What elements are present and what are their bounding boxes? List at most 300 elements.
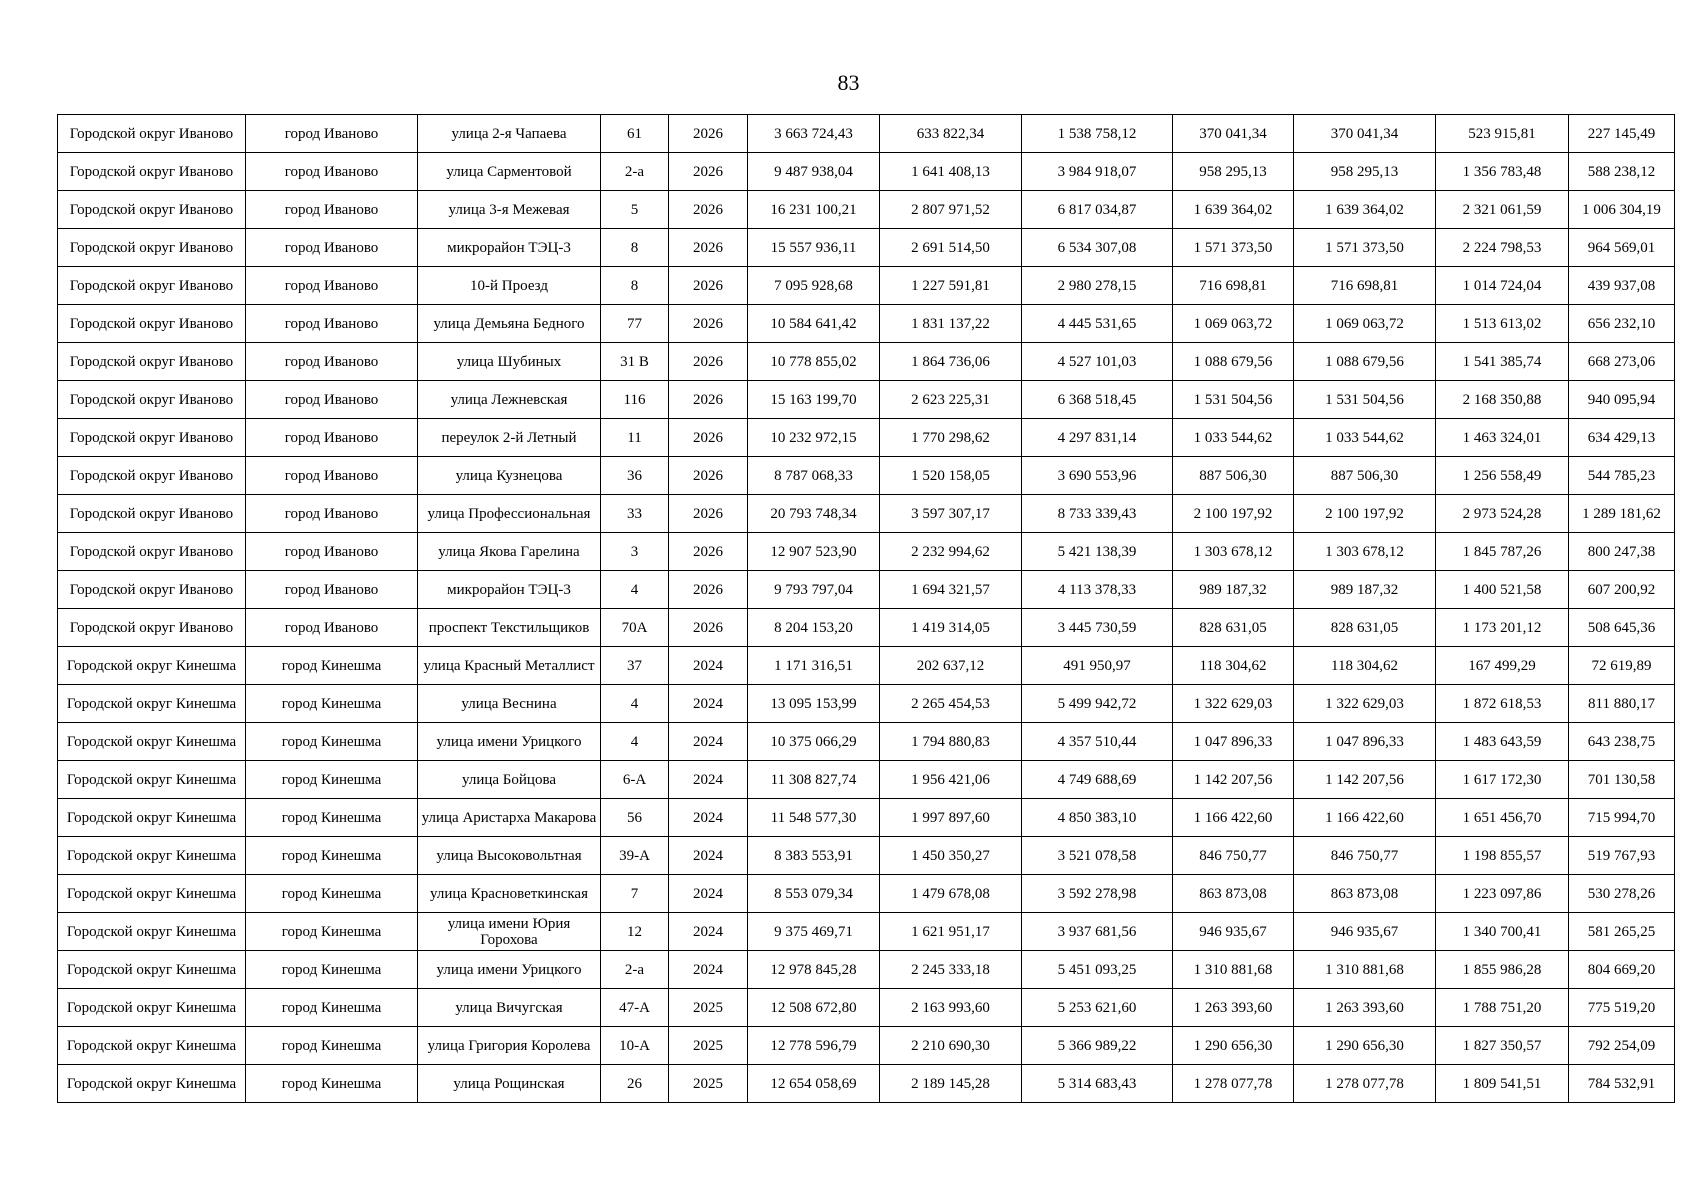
cost-col-8-cell: 6 368 518,45 — [1022, 381, 1173, 419]
cost-col-12-cell: 581 265,25 — [1569, 913, 1675, 951]
cost-col-7-cell: 2 265 454,53 — [880, 685, 1022, 723]
street-cell: улица Аристарха Макарова — [418, 799, 601, 837]
locality-cell: город Иваново — [246, 115, 418, 153]
cost-col-9-cell: 1 639 364,02 — [1173, 191, 1294, 229]
municipality-cell: Городской округ Иваново — [58, 115, 246, 153]
total-cost-cell: 11 548 577,30 — [748, 799, 880, 837]
municipality-cell: Городской округ Кинешма — [58, 723, 246, 761]
table-row — [58, 457, 1675, 495]
municipality-cell: Городской округ Кинешма — [58, 913, 246, 951]
total-cost-cell: 9 793 797,04 — [748, 571, 880, 609]
house-number-cell: 33 — [601, 495, 669, 533]
cost-col-8-cell: 3 521 078,58 — [1022, 837, 1173, 875]
street-cell: улица 3-я Межевая — [418, 191, 601, 229]
cost-col-7-cell: 1 641 408,13 — [880, 153, 1022, 191]
cost-col-11-cell: 1 651 456,70 — [1436, 799, 1569, 837]
locality-cell: город Кинешма — [246, 837, 418, 875]
cost-col-7-cell: 1 520 158,05 — [880, 457, 1022, 495]
cost-col-12-cell: 607 200,92 — [1569, 571, 1675, 609]
municipality-cell: Городской округ Иваново — [58, 571, 246, 609]
cost-col-8-cell: 4 527 101,03 — [1022, 343, 1173, 381]
street-cell: улица Шубиных — [418, 343, 601, 381]
cost-col-9-cell: 1 322 629,03 — [1173, 685, 1294, 723]
table-row — [58, 229, 1675, 267]
cost-col-11-cell: 1 513 613,02 — [1436, 305, 1569, 343]
cost-col-11-cell: 1 483 643,59 — [1436, 723, 1569, 761]
cost-col-12-cell: 784 532,91 — [1569, 1065, 1675, 1103]
cost-col-12-cell: 439 937,08 — [1569, 267, 1675, 305]
cost-col-9-cell: 1 310 881,68 — [1173, 951, 1294, 989]
street-cell: проспект Текстильщиков — [418, 609, 601, 647]
street-cell: переулок 2-й Летный — [418, 419, 601, 457]
total-cost-cell: 8 204 153,20 — [748, 609, 880, 647]
cost-col-7-cell: 1 621 951,17 — [880, 913, 1022, 951]
cost-col-11-cell: 1 223 097,86 — [1436, 875, 1569, 913]
cost-col-7-cell: 1 419 314,05 — [880, 609, 1022, 647]
year-cell: 2024 — [669, 723, 748, 761]
cost-col-9-cell: 1 303 678,12 — [1173, 533, 1294, 571]
cost-col-9-cell: 828 631,05 — [1173, 609, 1294, 647]
house-number-cell: 4 — [601, 723, 669, 761]
table-row — [58, 533, 1675, 571]
house-number-cell: 47-А — [601, 989, 669, 1027]
cost-col-11-cell: 1 827 350,57 — [1436, 1027, 1569, 1065]
municipality-cell: Городской округ Кинешма — [58, 951, 246, 989]
locality-cell: город Кинешма — [246, 951, 418, 989]
cost-col-11-cell: 167 499,29 — [1436, 647, 1569, 685]
table-row — [58, 381, 1675, 419]
table-row — [58, 761, 1675, 799]
house-number-cell: 39-А — [601, 837, 669, 875]
table-row — [58, 609, 1675, 647]
locality-cell: город Иваново — [246, 305, 418, 343]
year-cell: 2024 — [669, 875, 748, 913]
total-cost-cell: 12 654 058,69 — [748, 1065, 880, 1103]
cost-col-10-cell: 1 531 504,56 — [1294, 381, 1436, 419]
table-row — [58, 685, 1675, 723]
cost-col-7-cell: 2 210 690,30 — [880, 1027, 1022, 1065]
cost-col-12-cell: 775 519,20 — [1569, 989, 1675, 1027]
year-cell: 2024 — [669, 761, 748, 799]
street-cell: микрорайон ТЭЦ-3 — [418, 229, 601, 267]
year-cell: 2024 — [669, 951, 748, 989]
cost-col-12-cell: 656 232,10 — [1569, 305, 1675, 343]
total-cost-cell: 20 793 748,34 — [748, 495, 880, 533]
total-cost-cell: 9 375 469,71 — [748, 913, 880, 951]
table-row — [58, 571, 1675, 609]
street-cell: улица Красный Металлист — [418, 647, 601, 685]
locality-cell: город Кинешма — [246, 989, 418, 1027]
total-cost-cell: 13 095 153,99 — [748, 685, 880, 723]
cost-col-10-cell: 1 263 393,60 — [1294, 989, 1436, 1027]
cost-col-7-cell: 1 770 298,62 — [880, 419, 1022, 457]
municipality-cell: Городской округ Кинешма — [58, 989, 246, 1027]
cost-col-9-cell: 958 295,13 — [1173, 153, 1294, 191]
cost-col-10-cell: 2 100 197,92 — [1294, 495, 1436, 533]
cost-col-11-cell: 1 463 324,01 — [1436, 419, 1569, 457]
locality-cell: город Кинешма — [246, 723, 418, 761]
cost-col-8-cell: 5 366 989,22 — [1022, 1027, 1173, 1065]
cost-col-12-cell: 508 645,36 — [1569, 609, 1675, 647]
cost-col-9-cell: 1 531 504,56 — [1173, 381, 1294, 419]
cost-col-10-cell: 887 506,30 — [1294, 457, 1436, 495]
total-cost-cell: 7 095 928,68 — [748, 267, 880, 305]
cost-col-9-cell: 1 290 656,30 — [1173, 1027, 1294, 1065]
street-cell: улица имени Урицкого — [418, 723, 601, 761]
cost-col-8-cell: 4 445 531,65 — [1022, 305, 1173, 343]
table-row — [58, 191, 1675, 229]
house-number-cell: 4 — [601, 571, 669, 609]
cost-col-10-cell: 1 310 881,68 — [1294, 951, 1436, 989]
cost-col-7-cell: 1 794 880,83 — [880, 723, 1022, 761]
cost-col-10-cell: 1 142 207,56 — [1294, 761, 1436, 799]
municipality-cell: Городской округ Кинешма — [58, 799, 246, 837]
cost-col-8-cell: 8 733 339,43 — [1022, 495, 1173, 533]
locality-cell: город Иваново — [246, 229, 418, 267]
municipality-cell: Городской округ Иваново — [58, 381, 246, 419]
total-cost-cell: 15 557 936,11 — [748, 229, 880, 267]
cost-col-7-cell: 1 997 897,60 — [880, 799, 1022, 837]
cost-col-8-cell: 3 592 278,98 — [1022, 875, 1173, 913]
year-cell: 2026 — [669, 419, 748, 457]
locality-cell: город Иваново — [246, 571, 418, 609]
municipality-cell: Городской округ Иваново — [58, 191, 246, 229]
cost-col-11-cell: 1 855 986,28 — [1436, 951, 1569, 989]
municipality-cell: Городской округ Кинешма — [58, 1027, 246, 1065]
house-number-cell: 2-а — [601, 153, 669, 191]
house-number-cell: 36 — [601, 457, 669, 495]
cost-col-8-cell: 4 297 831,14 — [1022, 419, 1173, 457]
cost-col-12-cell: 964 569,01 — [1569, 229, 1675, 267]
locality-cell: город Иваново — [246, 267, 418, 305]
cost-col-9-cell: 1 571 373,50 — [1173, 229, 1294, 267]
cost-col-8-cell: 4 749 688,69 — [1022, 761, 1173, 799]
cost-col-7-cell: 1 864 736,06 — [880, 343, 1022, 381]
total-cost-cell: 15 163 199,70 — [748, 381, 880, 419]
locality-cell: город Иваново — [246, 381, 418, 419]
cost-col-12-cell: 715 994,70 — [1569, 799, 1675, 837]
cost-col-10-cell: 946 935,67 — [1294, 913, 1436, 951]
table-row — [58, 419, 1675, 457]
locality-cell: город Иваново — [246, 609, 418, 647]
cost-col-7-cell: 1 956 421,06 — [880, 761, 1022, 799]
cost-col-9-cell: 1 142 207,56 — [1173, 761, 1294, 799]
house-number-cell: 8 — [601, 229, 669, 267]
cost-col-12-cell: 940 095,94 — [1569, 381, 1675, 419]
cost-col-10-cell: 716 698,81 — [1294, 267, 1436, 305]
year-cell: 2026 — [669, 571, 748, 609]
cost-col-10-cell: 370 041,34 — [1294, 115, 1436, 153]
municipality-cell: Городской округ Кинешма — [58, 761, 246, 799]
year-cell: 2026 — [669, 381, 748, 419]
cost-col-10-cell: 118 304,62 — [1294, 647, 1436, 685]
municipality-cell: Городской округ Иваново — [58, 419, 246, 457]
locality-cell: город Кинешма — [246, 1065, 418, 1103]
total-cost-cell: 8 553 079,34 — [748, 875, 880, 913]
cost-col-9-cell: 946 935,67 — [1173, 913, 1294, 951]
cost-col-9-cell: 1 033 544,62 — [1173, 419, 1294, 457]
cost-col-12-cell: 643 238,75 — [1569, 723, 1675, 761]
house-number-cell: 5 — [601, 191, 669, 229]
cost-col-9-cell: 2 100 197,92 — [1173, 495, 1294, 533]
cost-col-8-cell: 491 950,97 — [1022, 647, 1173, 685]
cost-col-8-cell: 6 534 307,08 — [1022, 229, 1173, 267]
cost-col-12-cell: 701 130,58 — [1569, 761, 1675, 799]
municipality-cell: Городской округ Иваново — [58, 457, 246, 495]
year-cell: 2025 — [669, 1027, 748, 1065]
house-number-cell: 2-а — [601, 951, 669, 989]
house-number-cell: 8 — [601, 267, 669, 305]
cost-col-12-cell: 811 880,17 — [1569, 685, 1675, 723]
cost-col-7-cell: 2 691 514,50 — [880, 229, 1022, 267]
cost-col-10-cell: 1 322 629,03 — [1294, 685, 1436, 723]
cost-col-10-cell: 989 187,32 — [1294, 571, 1436, 609]
cost-col-10-cell: 1 033 544,62 — [1294, 419, 1436, 457]
cost-col-8-cell: 2 980 278,15 — [1022, 267, 1173, 305]
cost-col-7-cell: 2 623 225,31 — [880, 381, 1022, 419]
cost-col-11-cell: 1 256 558,49 — [1436, 457, 1569, 495]
cost-col-12-cell: 530 278,26 — [1569, 875, 1675, 913]
cost-col-10-cell: 1 290 656,30 — [1294, 1027, 1436, 1065]
total-cost-cell: 16 231 100,21 — [748, 191, 880, 229]
table-row — [58, 875, 1675, 913]
cost-col-12-cell: 668 273,06 — [1569, 343, 1675, 381]
cost-col-7-cell: 633 822,34 — [880, 115, 1022, 153]
cost-col-11-cell: 1 809 541,51 — [1436, 1065, 1569, 1103]
cost-col-7-cell: 2 232 994,62 — [880, 533, 1022, 571]
cost-col-7-cell: 1 831 137,22 — [880, 305, 1022, 343]
year-cell: 2024 — [669, 913, 748, 951]
cost-col-8-cell: 3 445 730,59 — [1022, 609, 1173, 647]
house-number-cell: 4 — [601, 685, 669, 723]
cost-col-10-cell: 1 571 373,50 — [1294, 229, 1436, 267]
cost-col-7-cell: 1 479 678,08 — [880, 875, 1022, 913]
house-number-cell: 10-А — [601, 1027, 669, 1065]
total-cost-cell: 10 375 066,29 — [748, 723, 880, 761]
year-cell: 2026 — [669, 533, 748, 571]
cost-col-11-cell: 1 872 618,53 — [1436, 685, 1569, 723]
total-cost-cell: 1 171 316,51 — [748, 647, 880, 685]
street-cell: улица 2-я Чапаева — [418, 115, 601, 153]
cost-col-9-cell: 370 041,34 — [1173, 115, 1294, 153]
total-cost-cell: 12 508 672,80 — [748, 989, 880, 1027]
cost-col-12-cell: 804 669,20 — [1569, 951, 1675, 989]
table-row — [58, 913, 1675, 951]
total-cost-cell: 10 584 641,42 — [748, 305, 880, 343]
cost-col-12-cell: 227 145,49 — [1569, 115, 1675, 153]
cost-col-8-cell: 5 253 621,60 — [1022, 989, 1173, 1027]
street-cell: улица Вичугская — [418, 989, 601, 1027]
cost-col-7-cell: 1 450 350,27 — [880, 837, 1022, 875]
cost-col-11-cell: 1 541 385,74 — [1436, 343, 1569, 381]
year-cell: 2026 — [669, 305, 748, 343]
municipality-cell: Городской округ Иваново — [58, 229, 246, 267]
cost-col-9-cell: 863 873,08 — [1173, 875, 1294, 913]
locality-cell: город Кинешма — [246, 913, 418, 951]
cost-col-12-cell: 1 289 181,62 — [1569, 495, 1675, 533]
street-cell: улица Кузнецова — [418, 457, 601, 495]
locality-cell: город Кинешма — [246, 875, 418, 913]
table-row — [58, 1027, 1675, 1065]
table-row — [58, 989, 1675, 1027]
cost-col-9-cell: 989 187,32 — [1173, 571, 1294, 609]
cost-col-9-cell: 118 304,62 — [1173, 647, 1294, 685]
table-row — [58, 951, 1675, 989]
cost-col-11-cell: 1 356 783,48 — [1436, 153, 1569, 191]
house-number-cell: 37 — [601, 647, 669, 685]
cost-col-8-cell: 3 984 918,07 — [1022, 153, 1173, 191]
municipality-cell: Городской округ Иваново — [58, 267, 246, 305]
cost-col-12-cell: 792 254,09 — [1569, 1027, 1675, 1065]
total-cost-cell: 10 778 855,02 — [748, 343, 880, 381]
cost-col-9-cell: 1 088 679,56 — [1173, 343, 1294, 381]
municipality-cell: Городской округ Иваново — [58, 609, 246, 647]
municipality-cell: Городской округ Иваново — [58, 305, 246, 343]
table-row — [58, 267, 1675, 305]
locality-cell: город Кинешма — [246, 1027, 418, 1065]
cost-col-12-cell: 519 767,93 — [1569, 837, 1675, 875]
street-cell: улица Григория Королева — [418, 1027, 601, 1065]
table-row — [58, 837, 1675, 875]
year-cell: 2026 — [669, 115, 748, 153]
house-number-cell: 77 — [601, 305, 669, 343]
year-cell: 2024 — [669, 647, 748, 685]
table-row — [58, 305, 1675, 343]
year-cell: 2026 — [669, 153, 748, 191]
cost-col-7-cell: 2 245 333,18 — [880, 951, 1022, 989]
table-row — [58, 647, 1675, 685]
cost-col-12-cell: 544 785,23 — [1569, 457, 1675, 495]
year-cell: 2026 — [669, 457, 748, 495]
locality-cell: город Кинешма — [246, 761, 418, 799]
total-cost-cell: 8 787 068,33 — [748, 457, 880, 495]
locality-cell: город Иваново — [246, 495, 418, 533]
year-cell: 2026 — [669, 343, 748, 381]
cost-col-8-cell: 5 314 683,43 — [1022, 1065, 1173, 1103]
cost-col-9-cell: 716 698,81 — [1173, 267, 1294, 305]
table-row — [58, 495, 1675, 533]
cost-col-11-cell: 1 198 855,57 — [1436, 837, 1569, 875]
total-cost-cell: 9 487 938,04 — [748, 153, 880, 191]
cost-col-12-cell: 72 619,89 — [1569, 647, 1675, 685]
street-cell: улица Высоковольтная — [418, 837, 601, 875]
cost-col-10-cell: 1 069 063,72 — [1294, 305, 1436, 343]
year-cell: 2024 — [669, 799, 748, 837]
cost-col-12-cell: 588 238,12 — [1569, 153, 1675, 191]
cost-col-8-cell: 4 357 510,44 — [1022, 723, 1173, 761]
cost-col-12-cell: 800 247,38 — [1569, 533, 1675, 571]
locality-cell: город Кинешма — [246, 685, 418, 723]
municipality-cell: Городской округ Кинешма — [58, 837, 246, 875]
locality-cell: город Иваново — [246, 419, 418, 457]
locality-cell: город Иваново — [246, 457, 418, 495]
locality-cell: город Иваново — [246, 153, 418, 191]
cost-col-8-cell: 5 499 942,72 — [1022, 685, 1173, 723]
cost-col-11-cell: 1 173 201,12 — [1436, 609, 1569, 647]
house-number-cell: 7 — [601, 875, 669, 913]
total-cost-cell: 3 663 724,43 — [748, 115, 880, 153]
locality-cell: город Кинешма — [246, 647, 418, 685]
cost-col-11-cell: 1 788 751,20 — [1436, 989, 1569, 1027]
house-number-cell: 116 — [601, 381, 669, 419]
cost-col-7-cell: 2 807 971,52 — [880, 191, 1022, 229]
cost-col-9-cell: 1 047 896,33 — [1173, 723, 1294, 761]
street-cell: улица Сарментовой — [418, 153, 601, 191]
cost-col-10-cell: 1 088 679,56 — [1294, 343, 1436, 381]
cost-col-7-cell: 202 637,12 — [880, 647, 1022, 685]
cost-col-11-cell: 1 400 521,58 — [1436, 571, 1569, 609]
cost-col-10-cell: 846 750,77 — [1294, 837, 1436, 875]
cost-col-9-cell: 1 166 422,60 — [1173, 799, 1294, 837]
year-cell: 2025 — [669, 1065, 748, 1103]
cost-col-10-cell: 958 295,13 — [1294, 153, 1436, 191]
cost-col-7-cell: 2 163 993,60 — [880, 989, 1022, 1027]
cost-col-8-cell: 4 850 383,10 — [1022, 799, 1173, 837]
table-row — [58, 153, 1675, 191]
year-cell: 2026 — [669, 495, 748, 533]
cost-col-12-cell: 1 006 304,19 — [1569, 191, 1675, 229]
cost-col-8-cell: 5 451 093,25 — [1022, 951, 1173, 989]
cost-col-9-cell: 846 750,77 — [1173, 837, 1294, 875]
year-cell: 2025 — [669, 989, 748, 1027]
cost-col-10-cell: 828 631,05 — [1294, 609, 1436, 647]
cost-col-7-cell: 3 597 307,17 — [880, 495, 1022, 533]
cost-col-11-cell: 2 224 798,53 — [1436, 229, 1569, 267]
street-cell: улица Демьяна Бедного — [418, 305, 601, 343]
municipality-cell: Городской округ Кинешма — [58, 1065, 246, 1103]
year-cell: 2024 — [669, 685, 748, 723]
municipality-cell: Городской округ Иваново — [58, 495, 246, 533]
street-cell: улица Бойцова — [418, 761, 601, 799]
cost-col-7-cell: 1 227 591,81 — [880, 267, 1022, 305]
year-cell: 2026 — [669, 191, 748, 229]
cost-col-11-cell: 1 014 724,04 — [1436, 267, 1569, 305]
street-cell: улица Лежневская — [418, 381, 601, 419]
street-cell: улица имени Юрия Горохова — [418, 913, 601, 951]
table-body — [58, 115, 1675, 1103]
cost-col-7-cell: 1 694 321,57 — [880, 571, 1022, 609]
locality-cell: город Иваново — [246, 343, 418, 381]
total-cost-cell: 11 308 827,74 — [748, 761, 880, 799]
municipality-cell: Городской округ Иваново — [58, 343, 246, 381]
total-cost-cell: 12 978 845,28 — [748, 951, 880, 989]
total-cost-cell: 12 778 596,79 — [748, 1027, 880, 1065]
street-cell: улица Рощинская — [418, 1065, 601, 1103]
cost-col-11-cell: 2 168 350,88 — [1436, 381, 1569, 419]
year-cell: 2026 — [669, 229, 748, 267]
cost-col-11-cell: 1 340 700,41 — [1436, 913, 1569, 951]
locality-cell: город Иваново — [246, 191, 418, 229]
house-number-cell: 31 В — [601, 343, 669, 381]
cost-col-8-cell: 4 113 378,33 — [1022, 571, 1173, 609]
municipality-cell: Городской округ Иваново — [58, 153, 246, 191]
cost-col-10-cell: 1 639 364,02 — [1294, 191, 1436, 229]
cost-col-11-cell: 2 973 524,28 — [1436, 495, 1569, 533]
cost-col-11-cell: 2 321 061,59 — [1436, 191, 1569, 229]
locality-cell: город Иваново — [246, 533, 418, 571]
street-cell: улица Веснина — [418, 685, 601, 723]
municipality-cell: Городской округ Кинешма — [58, 647, 246, 685]
page-number: 83 — [837, 70, 860, 95]
street-cell: улица Якова Гарелина — [418, 533, 601, 571]
total-cost-cell: 12 907 523,90 — [748, 533, 880, 571]
cost-col-8-cell: 6 817 034,87 — [1022, 191, 1173, 229]
municipality-cell: Городской округ Иваново — [58, 533, 246, 571]
street-cell: улица Красноветкинская — [418, 875, 601, 913]
table-row — [58, 1065, 1675, 1103]
cost-col-8-cell: 1 538 758,12 — [1022, 115, 1173, 153]
cost-col-7-cell: 2 189 145,28 — [880, 1065, 1022, 1103]
